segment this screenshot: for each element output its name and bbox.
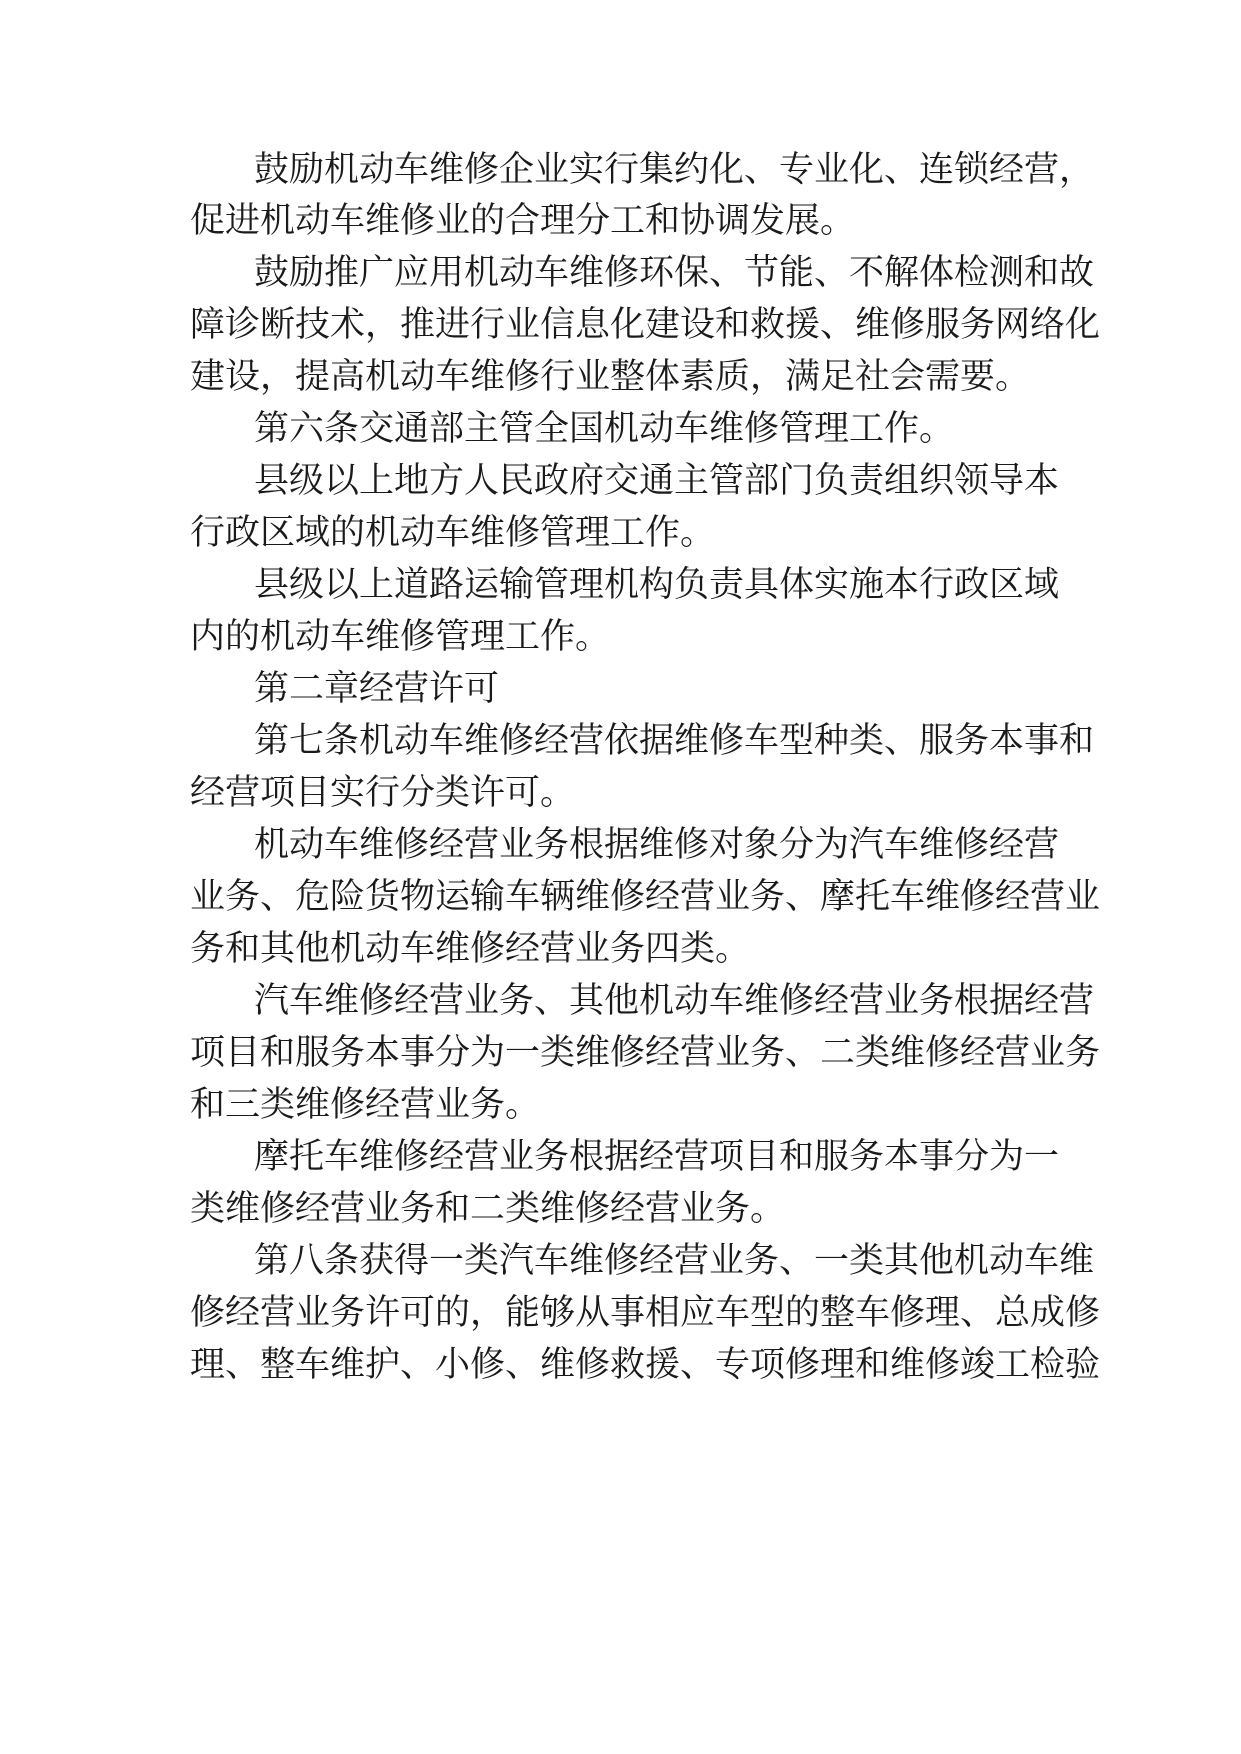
paragraph-line: 业务、危险货物运输车辆维修经营业务、摩托车维修经营业 xyxy=(190,877,1101,917)
paragraph-line: 内的机动车维修管理工作。 xyxy=(190,617,611,657)
paragraph-line: 障诊断技术，推进行业信息化建设和救援、维修服务网络化 xyxy=(190,305,1101,345)
paragraph-line: 鼓励推广应用机动车维修环保、节能、不解体检测和故 xyxy=(254,253,1095,293)
paragraph-line: 鼓励机动车维修企业实行集约化、专业化、连锁经营， xyxy=(254,150,1095,190)
paragraph-line: 项目和服务本事分为一类维修经营业务、二类维修经营业务 xyxy=(190,1033,1101,1073)
paragraph-line: 经营项目实行分类许可。 xyxy=(190,773,576,813)
paragraph-line: 类维修经营业务和二类维修经营业务。 xyxy=(190,1189,786,1229)
paragraph-line: 理、整车维护、小修、维修救援、专项修理和维修竣工检验 xyxy=(190,1345,1101,1385)
paragraph-line: 务和其他机动车维修经营业务四类。 xyxy=(190,929,751,969)
paragraph-line: 建设，提高机动车维修行业整体素质，满足社会需要。 xyxy=(190,357,1031,397)
paragraph-line: 县级以上道路运输管理机构负责具体实施本行政区域 xyxy=(254,565,1060,605)
paragraph-line: 第八条获得一类汽车维修经营业务、一类其他机动车维 xyxy=(254,1241,1095,1281)
paragraph-line: 修经营业务许可的，能够从事相应车型的整车修理、总成修 xyxy=(190,1293,1101,1333)
paragraph-line: 汽车维修经营业务、其他机动车维修经营业务根据经营 xyxy=(254,981,1095,1021)
paragraph-line: 县级以上地方人民政府交通主管部门负责组织领导本 xyxy=(254,461,1060,501)
paragraph-line: 摩托车维修经营业务根据经营项目和服务本事分为一 xyxy=(254,1137,1060,1177)
chapter-heading: 第二章经营许可 xyxy=(254,669,500,709)
paragraph-line: 促进机动车维修业的合理分工和协调发展。 xyxy=(190,201,856,241)
article-heading: 第六条交通部主管全国机动车维修管理工作。 xyxy=(254,409,955,449)
paragraph-line: 第七条机动车维修经营依据维修车型种类、服务本事和 xyxy=(254,721,1095,761)
paragraph-line: 和三类维修经营业务。 xyxy=(190,1085,541,1125)
paragraph-line: 机动车维修经营业务根据维修对象分为汽车维修经营 xyxy=(254,825,1060,865)
paragraph-line: 行政区域的机动车维修管理工作。 xyxy=(190,513,716,553)
